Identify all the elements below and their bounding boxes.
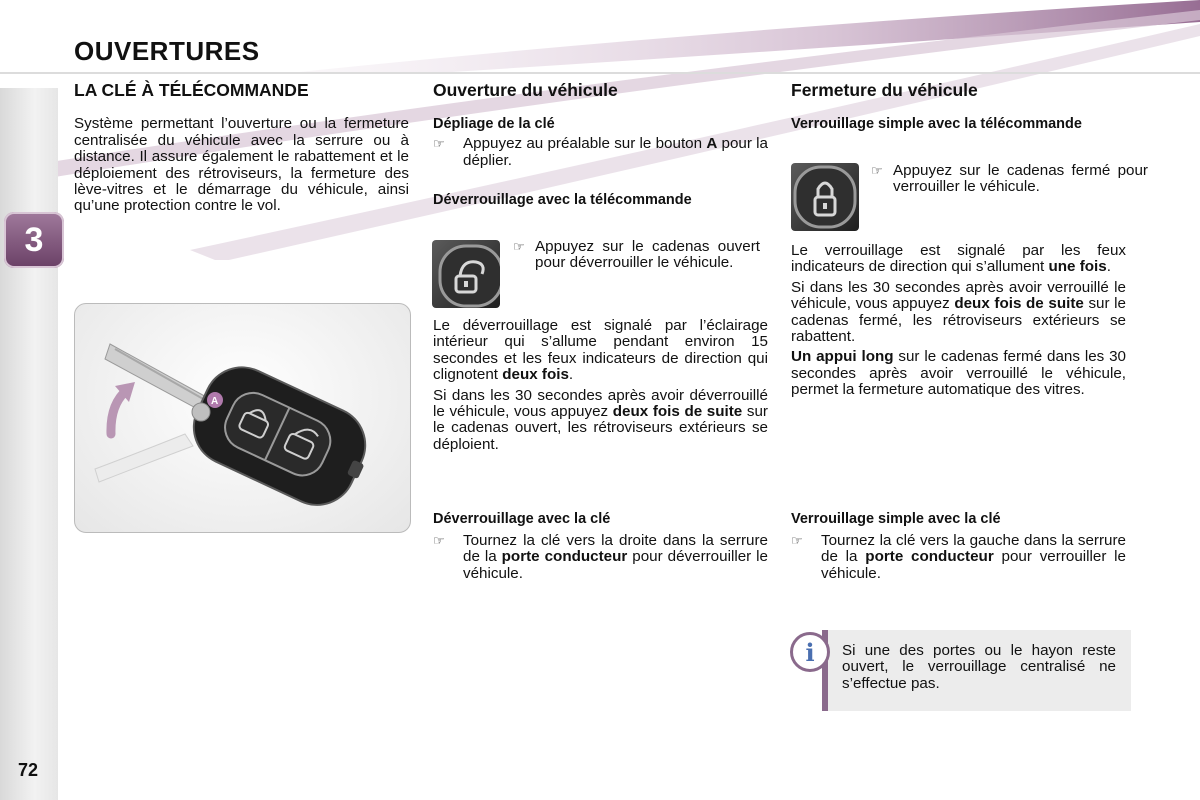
paragraph-eclairage: Le déverrouillage est signalé par l’éclairage intérieur qui s’allume pendant environ 15 secondes et les feux indicateurs de direction qui clignotent deux fois.: [433, 317, 768, 384]
chapter-tab: 3: [4, 212, 64, 268]
paragraph-rabattement: Si dans les 30 secondes après avoir verrouillé le véhicule, vous appuyez deux fois de suite sur le cadenas fermé, les rétroviseurs extérieurs se rabattent.: [791, 278, 1126, 346]
bullet-depliage: ☞ Appuyez au préalable sur le bouton A pour la déplier.: [433, 135, 768, 169]
button-a-label: A: [211, 396, 219, 407]
block-verrouillage-cle: [791, 511, 1126, 582]
info-text: Si une des portes ou le hayon reste ouvert, le verrouillage centralisé ne s’effectue pas.: [842, 642, 1116, 692]
block-deverrouillage-cle: [433, 511, 768, 582]
section-heading: Fermeture du véhicule: [791, 80, 978, 100]
section-heading: Ouverture du véhicule: [433, 80, 618, 100]
bullet-deverrouillage-telecommande: ☞ Appuyez sur le cadenas ouvert pour déverrouiller le véhicule.: [513, 238, 760, 272]
pointing-hand-icon: ☞: [513, 239, 525, 254]
subheading-deverrouillage-cle: Déverrouillage avec la clé: [433, 511, 611, 527]
closed-padlock-icon: [791, 163, 859, 231]
bullet-verrouillage-telecommande: ☞ Appuyez sur le cadenas fermé pour verrouiller le véhicule.: [871, 162, 1148, 196]
column-fermeture: [791, 82, 1126, 136]
remote-key-illustration: [74, 303, 411, 533]
page-title: OUVERTURES: [74, 36, 260, 66]
subheading-deverrouillage-telecommande: Déverrouillage avec la télécommande: [433, 192, 692, 208]
column-ouverture: [433, 82, 768, 169]
unlock-button-image: [432, 240, 500, 308]
subheading-depliage: Dépliage de la clé: [433, 116, 555, 133]
pointing-hand-icon: ☞: [433, 533, 445, 548]
bullet-verrouillage-cle: ☞ Tournez la clé vers la gauche dans la serrure de la porte conducteur pour verrouiller le véhicule.: [791, 532, 1126, 582]
lock-button-image: [791, 163, 859, 231]
remote-key-drawing: [75, 304, 410, 532]
left-rail: [0, 88, 58, 800]
block-verrouillage-text: [791, 243, 1126, 399]
paragraph-appui-long: Un appui long sur le cadenas fermé dans les 30 secondes après avoir verrouillé le véhicule, permet la fermeture automatique des vitres.: [791, 348, 1126, 399]
paragraph-feux: Le verrouillage est signalé par les feux indicateurs de direction qui s’allument une fois.: [791, 242, 1126, 276]
pointing-hand-icon: ☞: [791, 533, 803, 548]
paragraph-retroviseurs: Si dans les 30 secondes après avoir déverrouillé le véhicule, vous appuyez deux fois de suite sur le cadenas ouvert, les rétroviseurs extérieurs se déploient.: [433, 386, 768, 453]
subheading-verrouillage-telecommande: Verrouillage simple avec la télécommande: [791, 116, 1082, 133]
bullet-deverrouillage-cle: ☞ Tournez la clé vers la droite dans la serrure de la porte conducteur pour déverrouiller le véhicule.: [433, 532, 768, 582]
open-padlock-icon: [432, 240, 500, 308]
section-heading: LA CLÉ À TÉLÉCOMMANDE: [74, 80, 309, 100]
intro-paragraph: Système permettant l’ouverture ou la fermeture centralisée du véhicule avec la serrure ou à distance. Il assure également le rabattement et le déploiement des rétroviseurs, la fermeture des lève-vitres et le démarrage du véhicule, ainsi qu’une protection contre le vol.: [74, 115, 409, 215]
info-icon: i: [790, 632, 830, 672]
pointing-hand-icon: ☞: [871, 163, 883, 178]
button-a-icon: [192, 403, 210, 421]
page-number: 72: [18, 760, 39, 780]
block-deverrouillage-text: [433, 318, 768, 453]
column-cle-telecommande: [74, 82, 409, 215]
block-deverrouillage-telecommande: [433, 192, 768, 212]
subheading-verrouillage-cle: Verrouillage simple avec la clé: [791, 511, 1001, 527]
pointing-hand-icon: ☞: [433, 136, 445, 152]
